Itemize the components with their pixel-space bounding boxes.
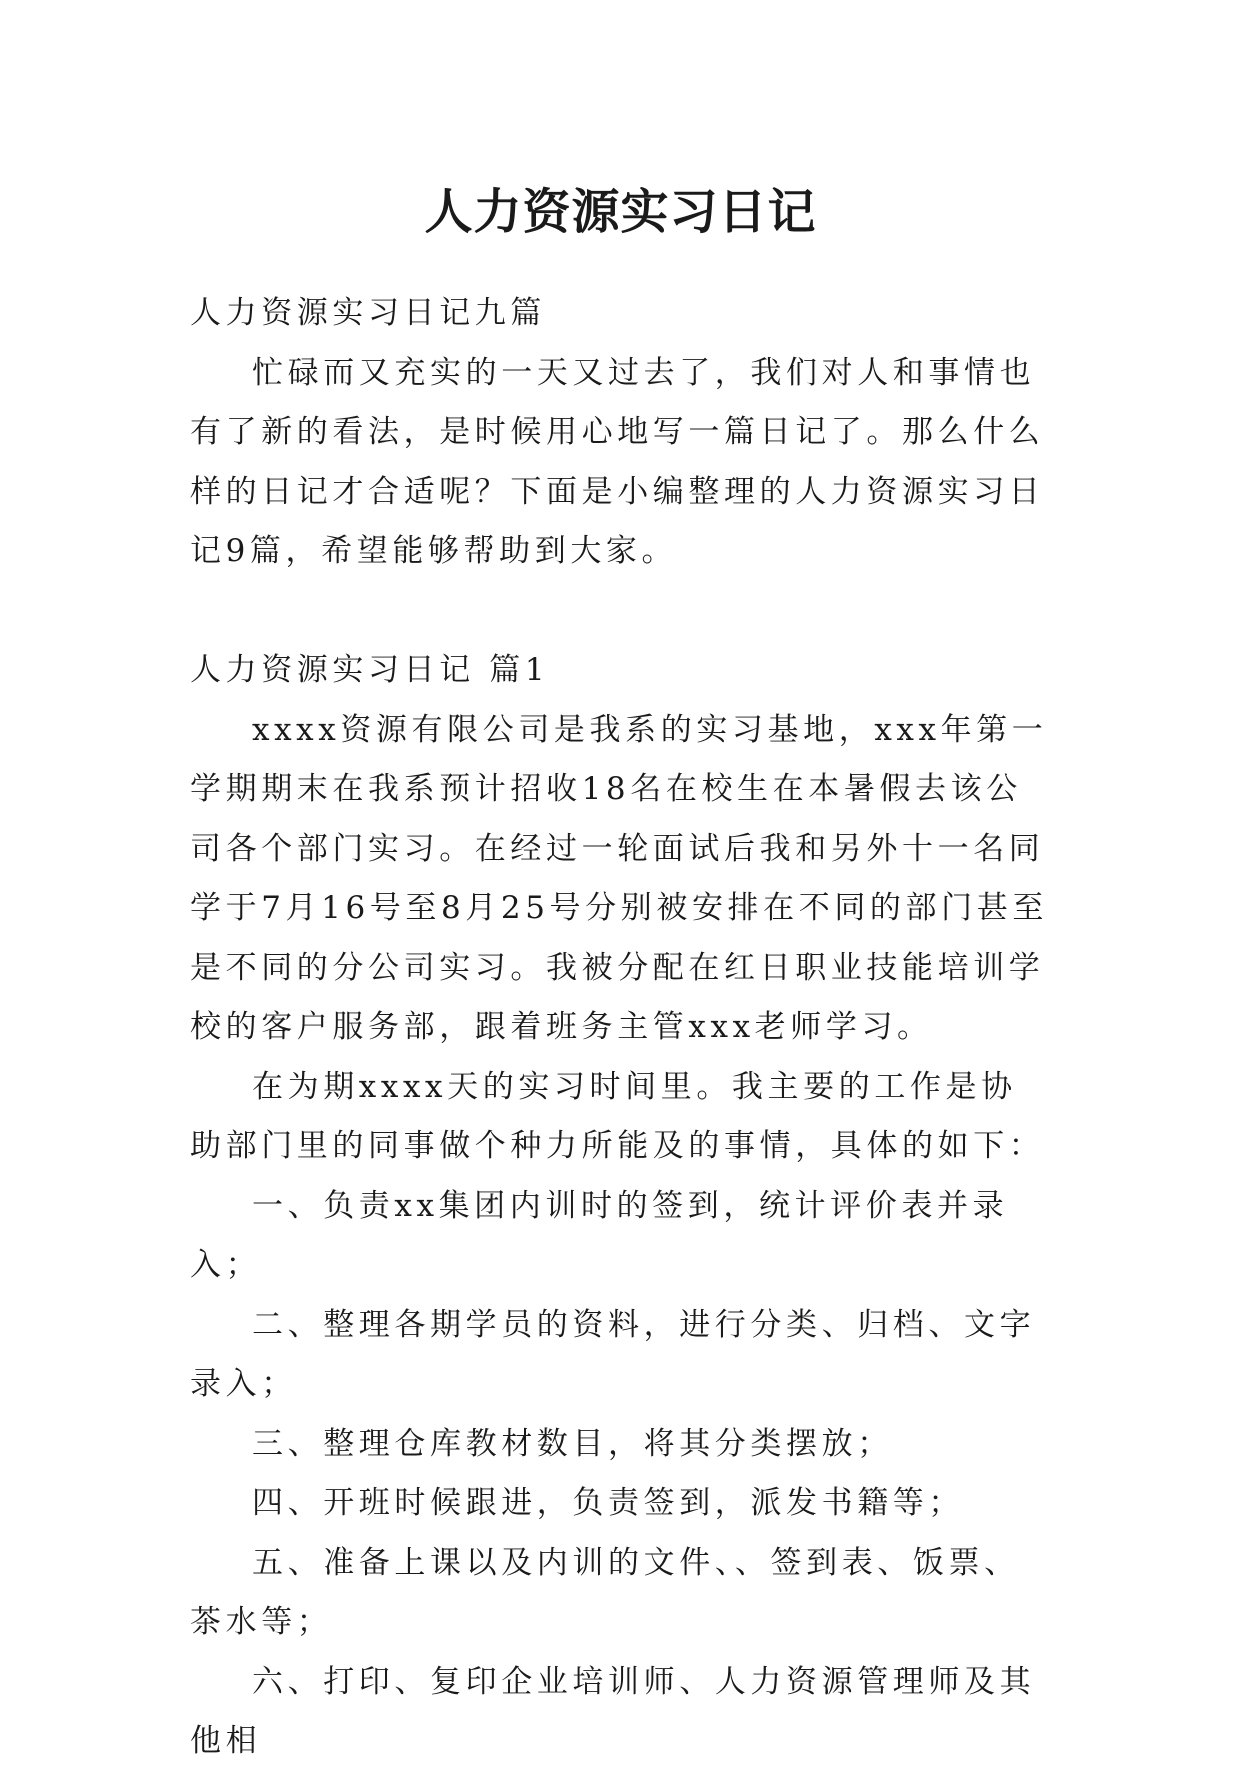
list-item: 三、整理仓库教材数目，将其分类摆放； [252,1425,893,1462]
list-item: 五、准备上课以及内训的文件、、签到表、饭票、茶水等； [190,1544,1020,1640]
list-item: 一、负责xx集团内训时的签到，统计评价表并录入； [190,1187,1009,1283]
list-item: 六、打印、复印企业培训师、人力资源管理师及其他相 [190,1663,1036,1759]
list-item: 四、开班时候跟进，负责签到，派发书籍等； [252,1485,964,1521]
section-heading: 人力资源实习日记 篇1 [190,652,550,688]
document-title: 人力资源实习日记 [424,184,817,241]
list-item: 二、整理各期学员的资料，进行分类、归档、文字录入； [190,1306,1036,1402]
body-paragraph: 在为期xxxx天的实习时间里。我主要的工作是协助部门里的同事做个种力所能及的事情，具体的如下： [190,1068,1045,1164]
document-subtitle: 人力资源实习日记九篇 [190,295,546,331]
document-body [190,284,1050,1772]
intro-paragraph: 忙碌而又充实的一天又过去了，我们对人和事情也有了新的看法，是时候用心地写一篇日记了。那么什么样的日记才合适呢？下面是小编整理的人力资源实习日记9篇，希望能够帮助到大家。 [190,354,1045,569]
body-paragraph: xxxx资源有限公司是我系的实习基地，xxx年第一学期期末在我系预计招收18名在校生在本暑假去该公司各个部门实习。在经过一轮面试后我和另外十一名同学于7月16号至8月25号分别被安排在不同的部门甚至是不同的分公司实习。我被分配在红日职业技能培训学校的客户服务部，跟着班务主管xxx老师学习。 [190,711,1048,1045]
